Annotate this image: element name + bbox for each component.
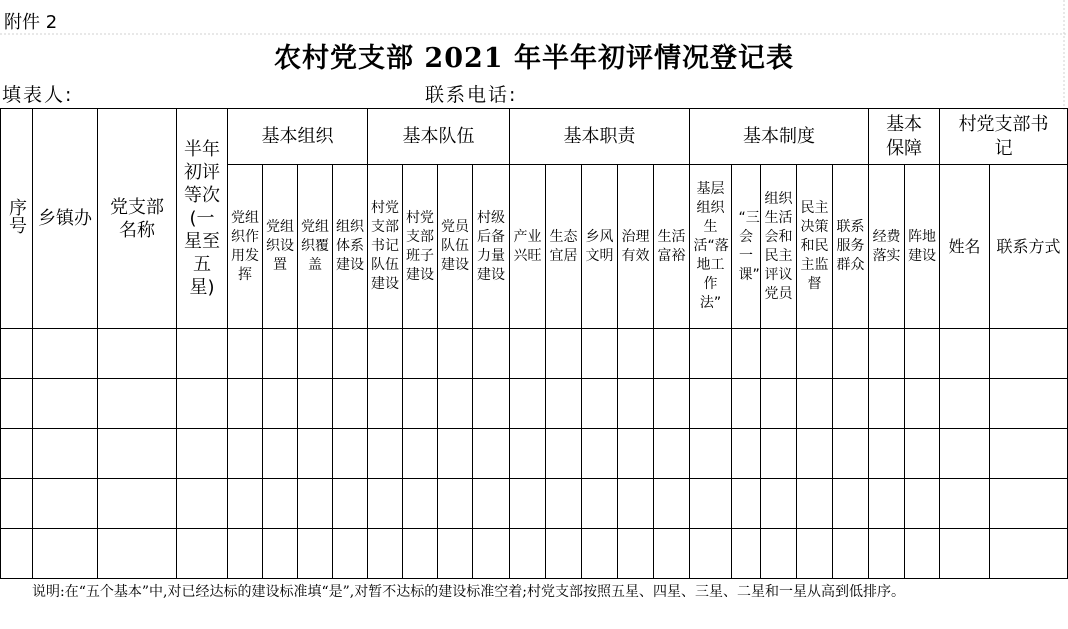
table-cell[interactable] (263, 329, 298, 379)
subheader-system: 民主决策和民主监督 (797, 165, 833, 329)
table-cell[interactable] (33, 479, 98, 529)
table-cell[interactable] (33, 379, 98, 429)
table-cell[interactable] (473, 429, 510, 479)
table-cell[interactable] (98, 329, 177, 379)
table-cell[interactable] (98, 429, 177, 479)
table-cell[interactable] (797, 479, 833, 529)
table-cell[interactable] (869, 479, 905, 529)
table-cell[interactable] (905, 379, 940, 429)
subheader-system: 组织生活会和民主评议党员 (761, 165, 797, 329)
header-rating: 半年初评等次(一星至五星) (177, 109, 228, 329)
table-cell[interactable] (403, 379, 438, 429)
table-cell[interactable] (473, 329, 510, 379)
table-cell[interactable] (263, 529, 298, 579)
table-cell[interactable] (368, 479, 403, 529)
table-cell[interactable] (797, 429, 833, 479)
subheader-org: 党组织覆盖 (298, 165, 333, 329)
subheader-org: 党组织设置 (263, 165, 298, 329)
table-cell[interactable] (228, 379, 263, 429)
table-cell[interactable] (177, 479, 228, 529)
table-cell[interactable] (510, 429, 546, 479)
group-basic-guarantee: 基本保障 (869, 109, 940, 165)
table-cell[interactable] (263, 479, 298, 529)
table-cell[interactable] (510, 379, 546, 429)
table-cell[interactable] (546, 329, 582, 379)
table-cell[interactable] (869, 529, 905, 579)
table-cell[interactable] (403, 329, 438, 379)
table-cell[interactable] (905, 429, 940, 479)
table-cell[interactable] (761, 379, 797, 429)
table-cell[interactable] (263, 429, 298, 479)
table-cell[interactable] (654, 479, 690, 529)
table-cell[interactable] (510, 529, 546, 579)
subheader-duty: 产业兴旺 (510, 165, 546, 329)
table-cell[interactable] (33, 329, 98, 379)
table-cell[interactable] (833, 379, 869, 429)
table-cell[interactable] (473, 479, 510, 529)
table-cell[interactable] (654, 379, 690, 429)
table-cell[interactable] (940, 529, 990, 579)
table-cell[interactable] (438, 329, 473, 379)
table-cell[interactable] (403, 529, 438, 579)
table-cell[interactable] (33, 529, 98, 579)
subheader-org: 组织体系建设 (333, 165, 368, 329)
group-basic-organization: 基本组织 (228, 109, 368, 165)
subheader-system: 基层组织生活“落地工作法” (690, 165, 732, 329)
table-cell[interactable] (905, 479, 940, 529)
table-cell[interactable] (990, 379, 1068, 429)
table-cell[interactable] (263, 379, 298, 429)
table-row (1, 429, 1068, 479)
table-cell[interactable] (582, 429, 618, 479)
table-cell[interactable] (298, 379, 333, 429)
table-cell[interactable] (761, 479, 797, 529)
header-seq: 序号 (1, 109, 33, 329)
table-cell[interactable] (1, 429, 33, 479)
table-cell[interactable] (368, 329, 403, 379)
table-cell[interactable] (690, 329, 732, 379)
table-row (1, 529, 1068, 579)
table-cell[interactable] (228, 329, 263, 379)
table-cell[interactable] (732, 479, 761, 529)
table-cell[interactable] (990, 329, 1068, 379)
table-cell[interactable] (228, 479, 263, 529)
subheader-duty: 生活富裕 (654, 165, 690, 329)
subheader-duty: 生态宜居 (546, 165, 582, 329)
subheader-duty: 乡风文明 (582, 165, 618, 329)
table-cell[interactable] (618, 329, 654, 379)
table-cell[interactable] (833, 479, 869, 529)
form-title: 农村党支部 2021 年半年初评情况登记表 (274, 43, 794, 74)
table-cell[interactable] (618, 529, 654, 579)
subheader-duty: 治理有效 (618, 165, 654, 329)
table-cell[interactable] (333, 479, 368, 529)
table-cell[interactable] (177, 379, 228, 429)
table-cell[interactable] (177, 529, 228, 579)
table-cell[interactable] (654, 429, 690, 479)
subheader-org: 党组织作用发挥 (228, 165, 263, 329)
subheader-team: 村级后备力量建设 (473, 165, 510, 329)
group-basic-team: 基本队伍 (368, 109, 510, 165)
table-cell[interactable] (797, 379, 833, 429)
table-cell[interactable] (618, 479, 654, 529)
table-cell[interactable] (833, 529, 869, 579)
table-cell[interactable] (333, 329, 368, 379)
table-cell[interactable] (368, 379, 403, 429)
explanation-note: 说明:在“五个基本”中,对已经达标的建设标准填“是”,对暂不达标的建设标准空着;村党支部按照五星、四星、三星、二星和一星从高到低排序。 (32, 584, 905, 600)
table-cell[interactable] (228, 529, 263, 579)
group-party-secretary: 村党支部书记 (940, 109, 1068, 165)
table-row (1, 379, 1068, 429)
table-cell[interactable] (905, 529, 940, 579)
table-cell[interactable] (940, 329, 990, 379)
table-cell[interactable] (618, 379, 654, 429)
table-cell[interactable] (403, 479, 438, 529)
header-branch: 党支部名称 (98, 109, 177, 329)
table-cell[interactable] (940, 479, 990, 529)
table-cell[interactable] (98, 529, 177, 579)
table-cell[interactable] (940, 429, 990, 479)
subheader-guarantee: 阵地建设 (905, 165, 940, 329)
table-cell[interactable] (732, 529, 761, 579)
table-cell[interactable] (940, 379, 990, 429)
filler-label: 填表人: (2, 84, 74, 106)
table-cell[interactable] (546, 379, 582, 429)
table-row (1, 329, 1068, 379)
subheader-guarantee: 经费落实 (869, 165, 905, 329)
table-cell[interactable] (298, 479, 333, 529)
table-cell[interactable] (582, 529, 618, 579)
table-cell[interactable] (98, 379, 177, 429)
table-cell[interactable] (869, 379, 905, 429)
subheader-team: 党员队伍建设 (438, 165, 473, 329)
registration-table (0, 108, 1068, 579)
header-town: 乡镇办 (33, 109, 98, 329)
table-cell[interactable] (761, 529, 797, 579)
table-cell[interactable] (438, 529, 473, 579)
table-cell[interactable] (1, 529, 33, 579)
table-row (1, 479, 1068, 529)
table-cell[interactable] (403, 429, 438, 479)
group-basic-system: 基本制度 (690, 109, 869, 165)
table-cell[interactable] (582, 379, 618, 429)
table-cell[interactable] (690, 479, 732, 529)
table-cell[interactable] (333, 429, 368, 479)
table-cell[interactable] (546, 479, 582, 529)
table-cell[interactable] (1, 479, 33, 529)
subheader-team: 村党支部书记队伍建设 (368, 165, 403, 329)
table-cell[interactable] (333, 529, 368, 579)
subheader-team: 村党支部班子建设 (403, 165, 438, 329)
subheader-system: 联系服务群众 (833, 165, 869, 329)
table-cell[interactable] (990, 429, 1068, 479)
group-basic-duty: 基本职责 (510, 109, 690, 165)
table-cell[interactable] (869, 429, 905, 479)
table-cell[interactable] (618, 429, 654, 479)
table-cell[interactable] (690, 379, 732, 429)
table-cell[interactable] (33, 429, 98, 479)
table-cell[interactable] (98, 479, 177, 529)
table-cell[interactable] (833, 329, 869, 379)
table-cell[interactable] (298, 329, 333, 379)
table-cell[interactable] (298, 529, 333, 579)
table-cell[interactable] (990, 529, 1068, 579)
table-cell[interactable] (438, 379, 473, 429)
table-cell[interactable] (990, 479, 1068, 529)
attachment-label: 附件 2 (4, 12, 58, 33)
table-cell[interactable] (732, 379, 761, 429)
table-cell[interactable] (654, 529, 690, 579)
table-cell[interactable] (690, 529, 732, 579)
table-cell[interactable] (797, 529, 833, 579)
table-cell[interactable] (654, 329, 690, 379)
table-cell[interactable] (869, 329, 905, 379)
table-cell[interactable] (510, 479, 546, 529)
phone-label: 联系电话: (425, 84, 518, 106)
table-cell[interactable] (546, 429, 582, 479)
table-cell[interactable] (473, 379, 510, 429)
table-cell[interactable] (761, 429, 797, 479)
table-cell[interactable] (833, 429, 869, 479)
table-cell[interactable] (228, 429, 263, 479)
table-cell[interactable] (333, 379, 368, 429)
table-cell[interactable] (1, 379, 33, 429)
table-cell[interactable] (368, 529, 403, 579)
table-cell[interactable] (298, 429, 333, 479)
table-cell[interactable] (905, 329, 940, 379)
subheader-secretary-name: 姓名 (940, 165, 990, 329)
table-cell[interactable] (177, 429, 228, 479)
table-cell[interactable] (582, 479, 618, 529)
table-cell[interactable] (732, 329, 761, 379)
table-cell[interactable] (510, 329, 546, 379)
table-cell[interactable] (761, 329, 797, 379)
table-cell[interactable] (690, 429, 732, 479)
subheader-system: “三会一课” (732, 165, 761, 329)
table-cell[interactable] (473, 529, 510, 579)
table-cell[interactable] (438, 429, 473, 479)
table-cell[interactable] (546, 529, 582, 579)
subheader-secretary-contact: 联系方式 (990, 165, 1068, 329)
table-cell[interactable] (1, 329, 33, 379)
table-cell[interactable] (582, 329, 618, 379)
table-cell[interactable] (438, 479, 473, 529)
table-cell[interactable] (177, 329, 228, 379)
table-cell[interactable] (368, 429, 403, 479)
table-cell[interactable] (732, 429, 761, 479)
table-cell[interactable] (797, 329, 833, 379)
